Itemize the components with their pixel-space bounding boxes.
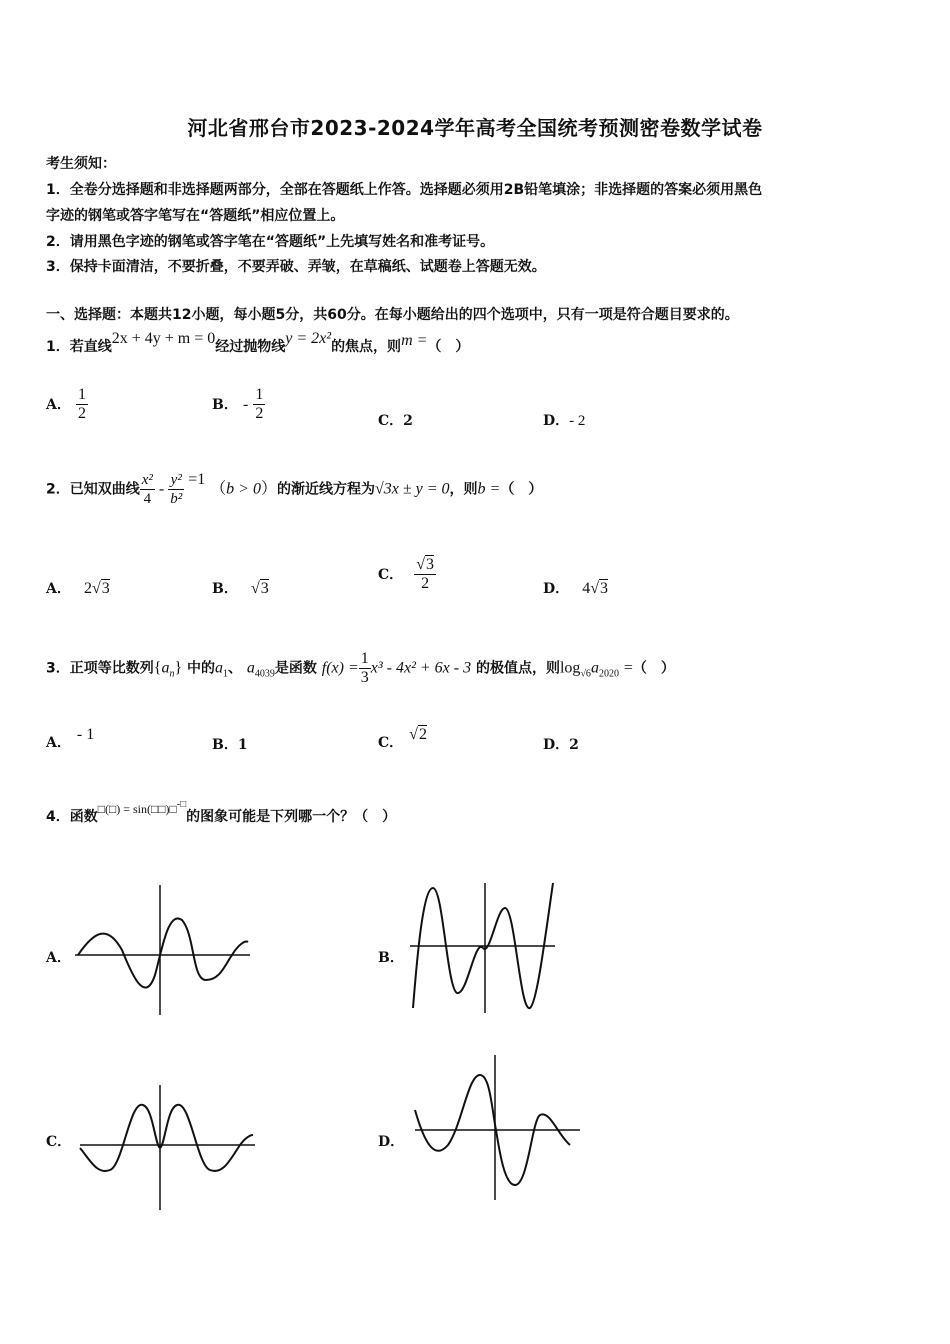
q4-option-c-label[interactable]: C． xyxy=(46,1134,72,1150)
q1-number: 1．若直线 xyxy=(46,339,112,355)
option-value: - 2 xyxy=(569,413,586,429)
q2-mid: 的渐近线方程为 xyxy=(276,481,375,498)
q3-seq: a xyxy=(161,659,170,677)
question-2: 2．已知双曲线 $\frac{\text{x²}}{4}$ - $\frac{\text{y²}}{\text{b²}}$ =1 （b > 0）的渐近线方程为√3x ± y = 0，则b =（ ） xyxy=(46,470,543,507)
notice-item-2: 2．请用黑色字迹的钢笔或答字笔在“答题纸”上先填写姓名和准考证号。 xyxy=(46,234,495,250)
q2-option-a[interactable]: A． 2√3 xyxy=(46,580,110,597)
question-1 xyxy=(46,330,470,356)
radicand: 3 xyxy=(101,580,110,597)
option-label: A． xyxy=(46,735,71,751)
option-label: D． xyxy=(543,737,570,753)
q4-end: 的图象可能是下列哪一个？（ ） xyxy=(186,809,397,825)
hyperbola-y-term: $\frac{\text{y²}}{\text{b²}}$ xyxy=(170,472,183,507)
question-4: 4．函数□(□) = sin(□□)□-□的图象可能是下列哪一个？（ ） xyxy=(46,799,397,825)
q4-option-d-label[interactable]: D． xyxy=(378,1134,405,1150)
q1-parabola: y = 2x² xyxy=(285,330,332,347)
q3-mid3: 的极值点，则 xyxy=(475,660,560,677)
option-value: 2 xyxy=(569,737,579,753)
q4-graph-a[interactable] xyxy=(70,880,255,1020)
q4-graph-b[interactable] xyxy=(405,878,565,1018)
q1-line-equation: 2x + 4y + m = 0 xyxy=(111,330,216,347)
page-title: 河北省邢台市2023-2024学年高考全国统考预测密卷数学试卷 xyxy=(187,116,763,140)
q2-option-d[interactable]: D． 4√3 xyxy=(543,580,609,597)
radicand: 3 xyxy=(600,580,609,597)
q1-option-a[interactable] xyxy=(46,386,88,423)
q1-option-b[interactable] xyxy=(212,386,265,423)
q4-graph-d[interactable] xyxy=(410,1050,585,1205)
notice-item-3: 3．保持卡面清洁，不要折叠，不要弄破、弄皱，在草稿纸、试题卷上答题无效。 xyxy=(46,259,546,275)
radicand: 3 xyxy=(260,580,269,597)
radicand: 2 xyxy=(418,726,427,743)
option-value: 1 xyxy=(237,737,248,753)
q3-paren: （ ） xyxy=(632,660,675,677)
q3-mid2: 是函数 xyxy=(274,660,317,677)
q1-paren: （ ） xyxy=(427,339,470,355)
option-label: A． xyxy=(46,397,71,413)
q1-ask: m = xyxy=(401,332,428,349)
q2-asymptote: 3x ± y = 0 xyxy=(383,480,450,498)
q1-mid: 经过抛物线 xyxy=(215,339,286,355)
option-value: - 1 xyxy=(76,726,95,743)
q3-function: f(x) = xyxy=(321,659,359,677)
q3-option-d[interactable] xyxy=(543,734,579,754)
curve xyxy=(80,1105,253,1171)
option-label: C． xyxy=(378,735,404,751)
option-label: C． xyxy=(378,567,404,583)
option-label: B． xyxy=(212,737,238,753)
q2-number: 2．已知双曲线 xyxy=(46,481,140,498)
fraction: $\frac{1}{2}$ xyxy=(77,386,86,422)
option-label: D． xyxy=(543,581,570,597)
q1-option-c[interactable] xyxy=(378,410,413,430)
option-label: A． xyxy=(46,581,71,597)
minus-sign: - xyxy=(242,396,249,413)
notice-item-1: 1．全卷分选择题和非选择题两部分，全部在答题纸上作答。选择题必须用2B铅笔填涂；非选择题的答案必须用黑色 xyxy=(46,182,763,198)
notice-heading: 考生须知： xyxy=(46,156,116,172)
section-heading: 一、选择题：本题共12小题，每小题5分，共60分。在每小题给出的四个选项中，只有一项是符合题目要求的。 xyxy=(46,307,739,323)
hyperbola-x-term: $\frac{\text{x²}}{4}$ xyxy=(141,472,153,507)
question-3: 3．正项等比数列$\{a_n\}$ 中的$a_1$、 $a_{4039}$是函数 f(x) = $\frac{1}{3}$ x³ - 4x² + 6x - 3 的极值点，则$\log_{√6}a_{2020}$ =（ ） xyxy=(46,650,675,686)
curve xyxy=(78,918,248,987)
q3-mid1: 中的 xyxy=(187,660,215,677)
q2-paren: （ ） xyxy=(500,481,543,498)
q1-end: 的焦点，则 xyxy=(331,339,402,355)
q4-option-a-label[interactable]: A． xyxy=(46,950,71,966)
q2-option-b[interactable]: B． √3 xyxy=(212,580,269,597)
fraction: $\frac{√3}{2}$ xyxy=(416,556,435,592)
q3-option-a[interactable] xyxy=(46,726,95,752)
q2-end: ，则 xyxy=(449,481,478,498)
option-label: D． xyxy=(543,413,570,429)
q4-option-b-label[interactable]: B． xyxy=(378,950,404,966)
notice-item-1-cont: 字迹的钢笔或答字笔写在“答题纸”相应位置上。 xyxy=(46,208,345,224)
q4-function: □(□) = sin(□□)□ xyxy=(97,802,177,816)
option-value: 2 xyxy=(403,413,413,429)
q3-number: 3．正项等比数列 xyxy=(46,660,154,677)
option-label: B． xyxy=(212,581,238,597)
q2-option-c[interactable] xyxy=(378,556,436,593)
q4-number: 4．函数 xyxy=(46,809,98,825)
fraction: $\frac{1}{3}$ xyxy=(360,650,369,686)
q2-ask: b = xyxy=(477,480,501,498)
q3-option-b[interactable] xyxy=(212,734,248,754)
fraction: $\frac{1}{2}$ xyxy=(255,386,264,422)
option-label: B． xyxy=(212,397,238,413)
q2-condition: b > 0 xyxy=(226,480,261,498)
q4-graph-c[interactable] xyxy=(75,1080,260,1215)
q3-option-c[interactable]: C． √2 xyxy=(378,726,427,751)
option-label: C． xyxy=(378,413,404,429)
q1-option-d[interactable] xyxy=(543,410,585,430)
